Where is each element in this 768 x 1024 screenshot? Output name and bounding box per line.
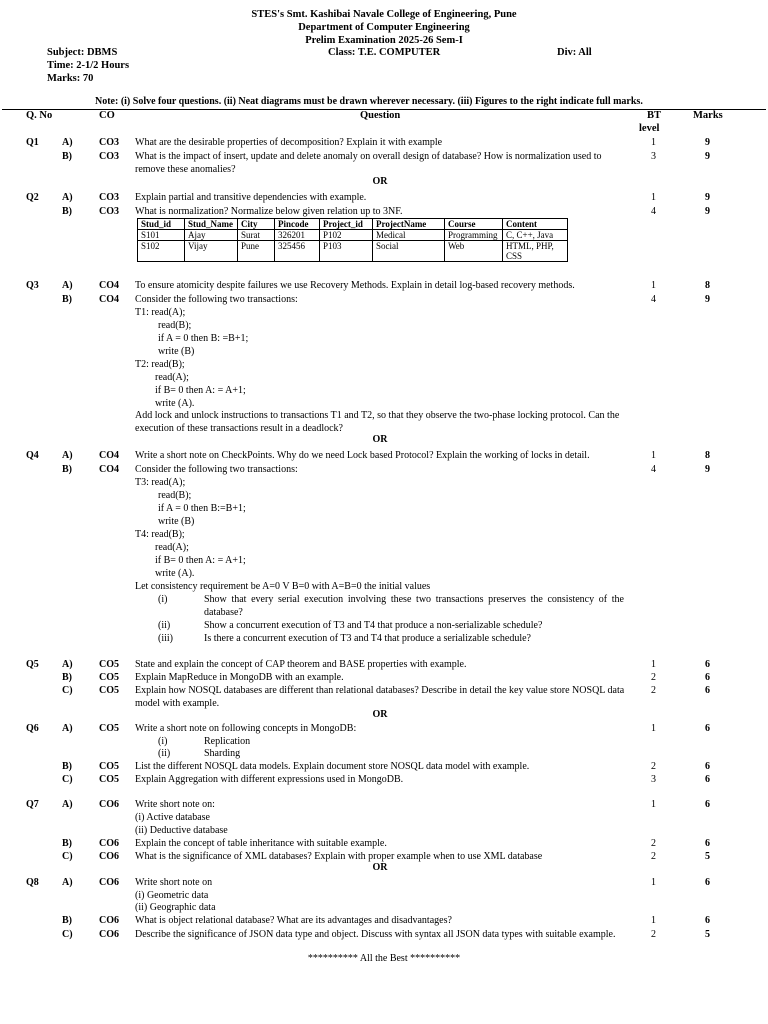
th-stud-id: Stud_id — [138, 219, 185, 230]
q1b-co: CO3 — [99, 151, 119, 162]
subq-text: Sharding — [204, 748, 241, 759]
q6c-marks: 6 — [705, 774, 710, 785]
q4a-part: A) — [62, 450, 73, 461]
q7a-co: CO6 — [99, 799, 119, 810]
q7a-item: (ii) Deductive database — [135, 825, 228, 836]
q4b-bt: 4 — [651, 464, 656, 475]
th-project-name: ProjectName — [373, 219, 445, 230]
q7a-item: (i) Active database — [135, 812, 210, 823]
cell: Vijay — [185, 241, 238, 262]
q8b-marks: 6 — [705, 915, 710, 926]
q2b-bt: 4 — [651, 206, 656, 217]
cell: 325456 — [275, 241, 320, 262]
th-project-id: Project_id — [320, 219, 373, 230]
instructions-note: Note: (i) Solve four questions. (ii) Neat diagrams must be drawn wherever necessary. (iii) Figures to the right indicate full marks. — [95, 96, 643, 107]
q5c-bt: 2 — [651, 685, 656, 696]
col-question: Question — [360, 110, 401, 121]
q4a-text: Write a short note on CheckPoints. Why do we need Lock based Protocol? Explain the working of locks in detail. — [135, 450, 590, 461]
subq-text: Show that every serial execution involving these two transactions preserves the consistency of the database? — [204, 594, 624, 618]
q6b-bt: 2 — [651, 761, 656, 772]
t1-line: write (B) — [158, 346, 195, 357]
q4b-marks: 9 — [705, 464, 710, 475]
q4b-text: Consider the following two transactions: — [135, 464, 298, 475]
consistency-line: Let consistency requirement be A=0 V B=0 with A=B=0 the initial values — [135, 581, 431, 592]
q5b-part: B) — [62, 672, 72, 683]
q1b-text: What is the impact of insert, update and delete anomaly on overall design of database? How is normalization used to remove these anomalies? — [135, 151, 602, 175]
th-course: Course — [445, 219, 503, 230]
cell: S101 — [138, 230, 185, 241]
or-divider: OR — [372, 434, 388, 445]
q4a-marks: 8 — [705, 450, 710, 461]
q5a-marks: 6 — [705, 659, 710, 670]
t3-line: T3: read(A); — [135, 477, 186, 488]
time-label: Time: 2-1/2 Hours — [47, 60, 130, 71]
t2-line: write (A). — [155, 398, 195, 409]
q5a-text: State and explain the concept of CAP theorem and BASE properties with example. — [135, 659, 467, 670]
closing-line: ********** All the Best ********** — [307, 953, 461, 964]
t3-line: write (B) — [158, 516, 195, 527]
cell: HTML, PHP, CSS — [503, 241, 568, 262]
or-divider: OR — [372, 709, 388, 720]
q1a-part: A) — [62, 137, 73, 148]
department-name: Department of Computer Engineering — [298, 22, 470, 33]
cell: Pune — [238, 241, 275, 262]
relation-table-header — [138, 219, 568, 230]
q1a-bt: 1 — [651, 137, 656, 148]
q2b-text: What is normalization? Normalize below given relation up to 3NF. — [135, 206, 403, 217]
q8a-item: (i) Geometric data — [135, 890, 209, 901]
t3-line: read(B); — [158, 490, 192, 501]
q6a-bt: 1 — [651, 723, 656, 734]
q3b-part: B) — [62, 294, 72, 305]
table-row — [138, 241, 568, 262]
q5a-bt: 1 — [651, 659, 656, 670]
q6c-part: C) — [62, 774, 73, 785]
th-content: Content — [503, 219, 568, 230]
col-bt: BT — [647, 110, 662, 121]
q1-number: Q1 — [26, 137, 39, 148]
q3a-bt: 1 — [651, 280, 656, 291]
t4-line: write (A). — [155, 568, 195, 579]
q3-number: Q3 — [26, 280, 39, 291]
or-divider: OR — [372, 176, 388, 187]
q5c-part: C) — [62, 685, 73, 696]
q3a-marks: 8 — [705, 280, 710, 291]
q8a-part: A) — [62, 877, 73, 888]
q1b-part: B) — [62, 151, 72, 162]
q6a-marks: 6 — [705, 723, 710, 734]
q1a-co: CO3 — [99, 137, 119, 148]
cell: Surat — [238, 230, 275, 241]
cell: C, C++, Java — [503, 230, 568, 241]
q2a-bt: 1 — [651, 192, 656, 203]
q7a-part: A) — [62, 799, 73, 810]
q8a-bt: 1 — [651, 877, 656, 888]
q8b-text: What is object relational database? What are its advantages and disadvantages? — [135, 915, 452, 926]
subq-number: (iii) — [158, 633, 173, 644]
t1-line: if A = 0 then B: =B+1; — [158, 333, 249, 344]
cell: S102 — [138, 241, 185, 262]
div-label: Div: All — [557, 47, 592, 58]
cell: P102 — [320, 230, 373, 241]
q6b-text: List the different NOSQL data models. Explain document store NOSQL data model with example. — [135, 761, 530, 772]
th-stud-name: Stud_Name — [185, 219, 238, 230]
q3a-part: A) — [62, 280, 73, 291]
q5b-bt: 2 — [651, 672, 656, 683]
q7-number: Q7 — [26, 799, 39, 810]
q2b-co: CO3 — [99, 206, 119, 217]
cell: Ajay — [185, 230, 238, 241]
t4-line: T4: read(B); — [135, 529, 185, 540]
t2-line: if B= 0 then A: = A+1; — [155, 385, 246, 396]
q3b-text: Consider the following two transactions: — [135, 294, 298, 305]
q1b-marks: 9 — [705, 151, 710, 162]
q6b-marks: 6 — [705, 761, 710, 772]
q7a-bt: 1 — [651, 799, 656, 810]
t3-line: if A = 0 then B:=B+1; — [158, 503, 246, 514]
col-bt-level: level — [639, 123, 660, 134]
t4-line: if B= 0 then A: = A+1; — [155, 555, 246, 566]
q2b-part: B) — [62, 206, 72, 217]
cell: P103 — [320, 241, 373, 262]
q6b-co: CO5 — [99, 761, 119, 772]
q6b-part: B) — [62, 761, 72, 772]
q1a-marks: 9 — [705, 137, 710, 148]
cell: Medical — [373, 230, 445, 241]
t2-line: read(A); — [155, 372, 189, 383]
q5b-text: Explain MapReduce in MongoDB with an example. — [135, 672, 344, 683]
q8c-bt: 2 — [651, 929, 656, 940]
q7c-text: What is the significance of XML databases? Explain with proper example when to use XML database — [135, 851, 543, 862]
relation-table — [137, 218, 568, 262]
q6a-text: Write a short note on following concepts in MongoDB: — [135, 723, 357, 734]
q7b-marks: 6 — [705, 838, 710, 849]
q4b-part: B) — [62, 464, 72, 475]
q8-number: Q8 — [26, 877, 39, 888]
th-city: City — [238, 219, 275, 230]
q2a-marks: 9 — [705, 192, 710, 203]
q7a-text: Write short note on: — [135, 799, 215, 810]
q8a-text: Write short note on — [135, 877, 213, 888]
exam-title: Prelim Examination 2025-26 Sem-I — [305, 35, 463, 46]
q6c-bt: 3 — [651, 774, 656, 785]
q7a-marks: 6 — [705, 799, 710, 810]
q5b-marks: 6 — [705, 672, 710, 683]
q3a-text: To ensure atomicity despite failures we use Recovery Methods. Explain in detail log-based recovery methods. — [135, 280, 575, 291]
q8a-marks: 6 — [705, 877, 710, 888]
col-marks: Marks — [693, 110, 723, 121]
subq-text: Show a concurrent execution of T3 and T4 that produce a non-serializable schedule? — [204, 620, 543, 631]
marks-label: Marks: 70 — [47, 73, 94, 84]
q5b-co: CO5 — [99, 672, 119, 683]
q8b-part: B) — [62, 915, 72, 926]
q6c-co: CO5 — [99, 774, 119, 785]
q6a-co: CO5 — [99, 723, 119, 734]
q5-number: Q5 — [26, 659, 39, 670]
q4a-bt: 1 — [651, 450, 656, 461]
cell: Social — [373, 241, 445, 262]
q5c-text: Explain how NOSQL databases are different than relational databases? Describe in detail the key value store NOSQL data model with example. — [135, 685, 625, 709]
q7c-bt: 2 — [651, 851, 656, 862]
cell: Web — [445, 241, 503, 262]
subq-number: (ii) — [158, 620, 171, 631]
q1b-bt: 3 — [651, 151, 656, 162]
subq-text: Is there a concurrent execution of T3 and T4 that produce a serializable schedule? — [204, 633, 531, 644]
q8a-co: CO6 — [99, 877, 119, 888]
q7b-text: Explain the concept of table inheritance with suitable example. — [135, 838, 387, 849]
th-pincode: Pincode — [275, 219, 320, 230]
q2-number: Q2 — [26, 192, 39, 203]
q8c-part: C) — [62, 929, 73, 940]
q8a-item: (ii) Geographic data — [135, 902, 216, 913]
q3b-bt: 4 — [651, 294, 656, 305]
q2b-marks: 9 — [705, 206, 710, 217]
class-label: Class: T.E. COMPUTER — [328, 47, 441, 58]
q3b-marks: 9 — [705, 294, 710, 305]
t2-line: T2: read(B); — [135, 359, 185, 370]
q3b-co: CO4 — [99, 294, 119, 305]
q4b-co: CO4 — [99, 464, 119, 475]
q6a-part: A) — [62, 723, 73, 734]
q8c-text: Describe the significance of JSON data type and object. Discuss with syntax all JSON data types with suitable example. — [135, 929, 616, 940]
subq-text: Replication — [204, 736, 251, 747]
q8b-co: CO6 — [99, 915, 119, 926]
q7c-co: CO6 — [99, 851, 119, 862]
q7c-marks: 5 — [705, 851, 710, 862]
t4-line: read(A); — [155, 542, 189, 553]
q5a-co: CO5 — [99, 659, 119, 670]
cell: 326201 — [275, 230, 320, 241]
q2a-part: A) — [62, 192, 73, 203]
q8c-marks: 5 — [705, 929, 710, 940]
q5c-co: CO5 — [99, 685, 119, 696]
t1-line: T1: read(A); — [135, 307, 186, 318]
q8b-bt: 1 — [651, 915, 656, 926]
q4-number: Q4 — [26, 450, 39, 461]
or-divider: OR — [372, 862, 388, 873]
q7b-part: B) — [62, 838, 72, 849]
cell: Programming — [445, 230, 503, 241]
q2a-text: Explain partial and transitive dependencies with example. — [135, 192, 367, 203]
table-row — [138, 230, 568, 241]
subject-label: Subject: DBMS — [47, 47, 118, 58]
q7c-part: C) — [62, 851, 73, 862]
subq-number: (i) — [158, 736, 168, 747]
q3a-co: CO4 — [99, 280, 119, 291]
q7b-bt: 2 — [651, 838, 656, 849]
col-co: CO — [99, 110, 115, 121]
q7b-co: CO6 — [99, 838, 119, 849]
q8c-co: CO6 — [99, 929, 119, 940]
q2a-co: CO3 — [99, 192, 119, 203]
col-qno: Q. No — [26, 110, 53, 121]
q4a-co: CO4 — [99, 450, 119, 461]
q3b-tail: Add lock and unlock instructions to transactions T1 and T2, so that they observe the two-phase locking protocol. Can the execution of these transactions result in a deadlock? — [135, 410, 620, 434]
subq-number: (ii) — [158, 748, 171, 759]
q5c-marks: 6 — [705, 685, 710, 696]
college-name: STES's Smt. Kashibai Navale College of Engineering, Pune — [251, 9, 517, 20]
t1-line: read(B); — [158, 320, 192, 331]
subq-number: (i) — [158, 594, 168, 605]
q6c-text: Explain Aggregation with different expressions used in MongoDB. — [135, 774, 404, 785]
q1a-text: What are the desirable properties of decomposition? Explain it with example — [135, 137, 443, 148]
q6-number: Q6 — [26, 723, 39, 734]
q5a-part: A) — [62, 659, 73, 670]
